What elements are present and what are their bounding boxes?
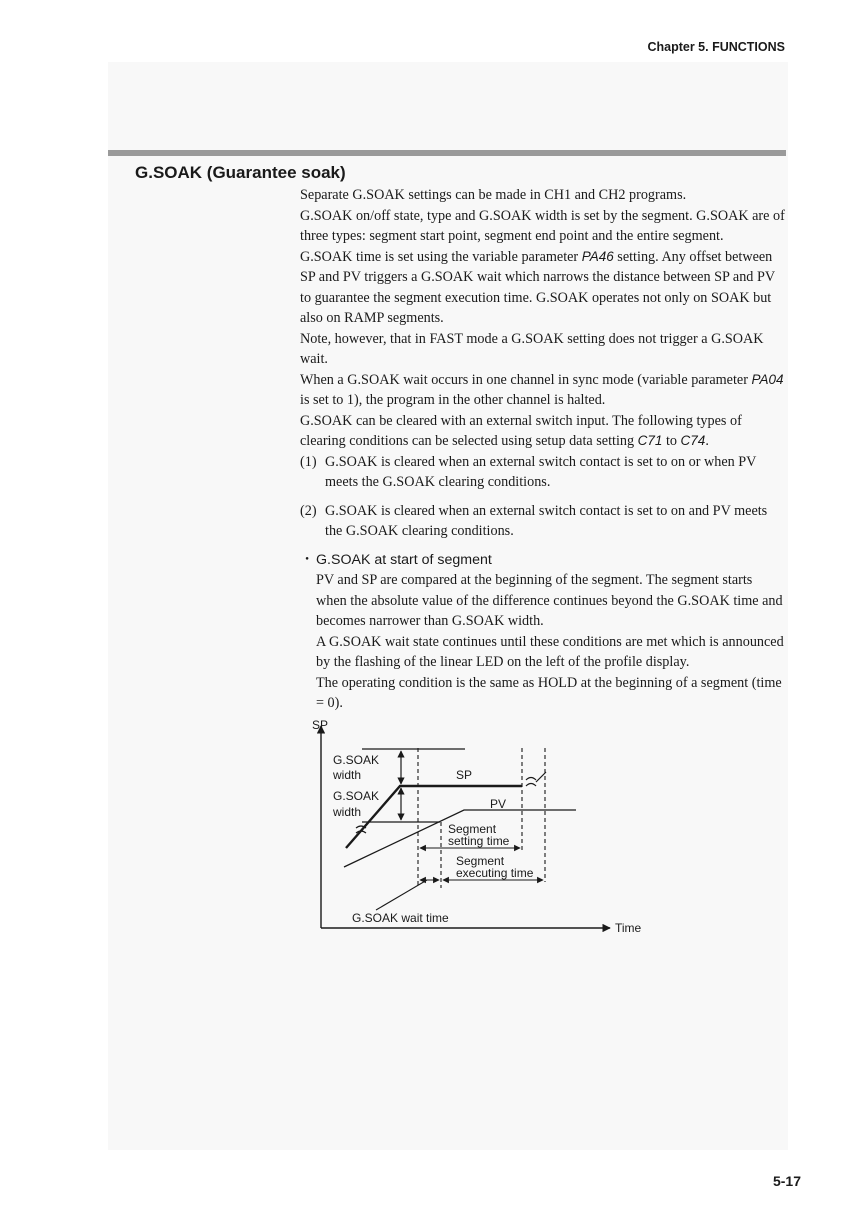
code-pa04: PA04 [751, 371, 784, 387]
list-text: G.SOAK is cleared when an external switch contact is set to on or when PV meets the G.SOAK clearing conditions. [325, 453, 757, 490]
paragraph-4: Note, however, that in FAST mode a G.SOAK setting does not trigger a G.SOAK wait. [300, 330, 764, 367]
seg-set-label-a: Segment [448, 822, 497, 836]
paragraph-5-text-a: When a G.SOAK wait occurs in one channel in sync mode (variable parameter [300, 371, 752, 388]
section-title: G.SOAK (Guarantee soak) [135, 163, 346, 182]
paragraph-6-text-end: . [705, 433, 709, 449]
paragraph-6 [300, 411, 786, 452]
width-label-2b: width [333, 805, 362, 819]
bullet-paragraph-2: A G.SOAK wait state continues until these conditions are met which is announced by the flashing of the linear LED on the left of the profile display. [316, 633, 784, 670]
wait-label: G.SOAK wait time [352, 911, 449, 925]
body-text [300, 185, 786, 714]
paragraph-3-text-b: setting. Any offset between SP and PV triggers a G.SOAK wait which narrows the distance between SP and PV to guarantee the segment execution time. G.SOAK operates not only on SOAK but also on RAMP segments. [300, 248, 775, 326]
width-label-2a: G.SOAK [333, 789, 380, 803]
chapter-header: Chapter 5. FUNCTIONS [647, 40, 785, 54]
width-label-1b: width [333, 768, 362, 782]
section-rule [108, 150, 786, 156]
seg-exec-label-b: executing time [456, 866, 534, 880]
y-axis-label: SP [312, 718, 329, 732]
paragraph-3 [300, 247, 786, 329]
list-item [300, 452, 786, 493]
code-c74: C74 [680, 433, 706, 448]
gsoak-diagram [300, 710, 660, 950]
sp-break [526, 778, 536, 787]
page-number: 5-17 [772, 1173, 801, 1189]
gsoak-diagram-svg [300, 710, 660, 950]
bullet-title: G.SOAK at start of segment [316, 551, 492, 568]
width-label-1a: G.SOAK [333, 753, 380, 767]
x-axis-label: Time [615, 921, 642, 935]
paragraph-3-text-a: G.SOAK time is set using the variable parameter [300, 248, 582, 265]
paragraph-5-text-b: is set to 1), the program in the other channel is halted. [300, 392, 606, 408]
seg-set-label-b: setting time [448, 834, 510, 848]
list-number: (2) [300, 502, 317, 519]
sp-label: SP [456, 768, 473, 782]
code-c71: C71 [637, 433, 663, 448]
list-text: G.SOAK is cleared when an external switch contact is set to on and PV meets the G.SOAK clearing conditions. [325, 502, 768, 539]
list-number: (1) [300, 453, 317, 470]
bullet-heading [300, 550, 786, 571]
paragraph-5 [300, 370, 786, 411]
bullet-paragraph-1: PV and SP are compared at the beginning of the segment. The segment starts when the absolute value of the difference continues beyond the G.SOAK time and becomes narrower than G.SOAK width. [316, 572, 783, 629]
code-pa46: PA46 [581, 248, 614, 264]
seg-exec-label-a: Segment [456, 854, 505, 868]
bullet-dot: ・ [300, 551, 315, 568]
paragraph-6-text-mid: to [662, 433, 681, 449]
paragraph-1: Separate G.SOAK settings can be made in CH1 and CH2 programs. [300, 187, 687, 203]
bullet-paragraph-3: The operating condition is the same as HOLD at the beginning of a segment (time = 0). [316, 674, 782, 711]
paragraph-6-text-a: G.SOAK can be cleared with an external switch input. The following types of clearing conditions can be selected using setup data setting [300, 412, 742, 449]
wait-leader [376, 880, 427, 910]
list-item [300, 501, 786, 542]
paragraph-2: G.SOAK on/off state, type and G.SOAK width is set by the segment. G.SOAK are of three types: segment start point, segment end point and the entire segment. [300, 207, 785, 244]
pv-label: PV [490, 797, 507, 811]
